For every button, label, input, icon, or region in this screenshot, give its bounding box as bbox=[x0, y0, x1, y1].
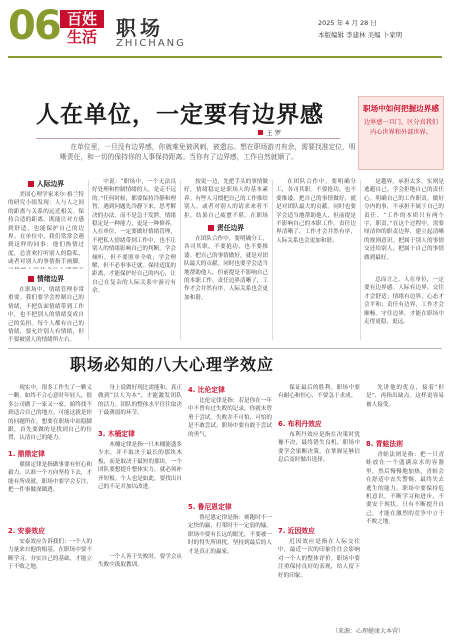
column-1b-text: 在职场中，情绪管理非常重要。我们要学会控制自己的情绪，不把负面情绪带到工作中，也不把别人的情绪变成自己的负担。每个人都有自己的情绪，要允许别人有情绪，但不要被别人的情绪所左右。 bbox=[8, 287, 84, 344]
lower-subhead-2: 2. 安泰效应 bbox=[8, 527, 45, 535]
lower-column-3b-text: 鲁尼恩定律是指：赛跑时不一定快的赢，打架时不一定弱的输。职场中要有长远的眼光，不要被一时的得失所困扰。坚持到最后的人才是真正的赢家。 bbox=[188, 515, 272, 555]
lower-column-2 bbox=[98, 384, 182, 613]
sidebar-box-title: 职场中如何把握边界感 bbox=[363, 104, 439, 113]
lower-column-4-text: 保证最后的胜利。职场中要有耐心和恒心，不要急于求成。 bbox=[278, 385, 360, 400]
column-4-text: 在团队合作中，要明确分工，各司其职。不要抢功，也不要推诿。把自己的事情做好，就是对团队最大的贡献。同时也要学会适当地帮助他人，但前提是不影响自己的本职工作。责任边界清晰了，工作才会井然有序，人际关系也会更加和谐。 bbox=[276, 179, 356, 244]
column-divider bbox=[88, 180, 89, 340]
lower-subhead-1: 1. 鼎鼎定律 bbox=[8, 450, 45, 458]
subhead-marker-icon bbox=[28, 276, 34, 282]
column-5 bbox=[364, 178, 444, 340]
column-3 bbox=[184, 178, 268, 343]
lower-column-1 bbox=[8, 384, 92, 598]
brand-logo bbox=[60, 10, 104, 46]
column-2-text: 中说：“职场中，一个无法良好处理和控制情绪的人，是走不远的。”任何时候，都要保持冷静和理智，遇到问题先冷静下来，思考解决的办法，而不是急于发泄。情绪稳定是一种能力，更是一种修养。人在单位，一定要做好情绪管理，不把私人情绪带到工作中，也不让别人的情绪影响自己的判断。学会倾听，但不要照单全收；学会理解，但不必事事迁就。保持适度的距离，才能保护好自己的内心，让自己在复杂的人际关系中游刃有余。 bbox=[92, 179, 176, 295]
lower-column-2b-text: 木桶定律是指一只木桶能盛多少水，并不取决于最长的那块木板，而是取决于最短的那块。一个团队要想提升整体实力，就必须补齐短板。个人也是如此，要找出自己的不足并加以改进。 bbox=[98, 442, 182, 491]
lower-subhead-6: 6. 布利丹效应 bbox=[278, 420, 322, 428]
lower-subhead-4: 4. 比伦定律 bbox=[188, 386, 225, 394]
page-number: 06 bbox=[8, 3, 60, 49]
column-5-text: 是越界。承担太多，实则是逃避自己。学会拒绝自己的责任心。明确自己的工作职责，做好分内的事，不承担不属于自己的责任。“工作的本质只有两个字，职责。”在这个过程中，需要厘清你的职责边界，建立起清晰的规则意识。把属于别人的事情交还给别人，把属于自己的事情做到最好。 bbox=[364, 179, 444, 261]
column-divider bbox=[272, 180, 273, 340]
section-title: 职场 bbox=[116, 16, 164, 40]
lower-column-5-text: 先讲他的优点，接着“但是”，再指出缺点。这样更容易被人接受。 bbox=[366, 385, 444, 408]
lower-column-1c-text: 安泰效应告诉我们：一个人的力量来自他的根基。在职场中要不断学习，夯实自己的基础，才能立于不败之地。 bbox=[8, 539, 92, 571]
subhead-marker-icon bbox=[208, 225, 214, 231]
editor-credits: 本版编辑 李建林 美编 卜家明 bbox=[318, 31, 403, 39]
brand-line-2: 生活 bbox=[66, 28, 97, 46]
subhead-responsibility: 责任边界 bbox=[184, 222, 268, 232]
sidebar-box bbox=[358, 96, 444, 170]
lower-column-4b-text: 布利丹效应是指在决策时犹豫不决，最终错失良机。职场中要学会果断决策，在掌握足够信息后及时做出选择。 bbox=[278, 432, 360, 464]
byline-marker-icon bbox=[258, 130, 263, 135]
lower-article-rule bbox=[8, 348, 442, 349]
column-3b-text: 在团队合作中，要明确分工，各司其职。不要抢功，也不要推诿。把自己的事情做好，就是对团队最大的贡献。同时也要学会适当地帮助他人，但前提是不影响自己的本职工作。责任边界清晰了，工作才会井然有序，人际关系也会更加和谐。 bbox=[184, 236, 268, 301]
issue-date: 2025 年 4 月 28 日 bbox=[318, 19, 377, 27]
lower-column-2-text: 身上说做好现比需能和，真正做到“以人为本”，才能激发团队的活力。团队的整体水平往往取决于最薄弱的环节。 bbox=[98, 385, 182, 417]
source-credit: （来源：心理健康大本营） bbox=[332, 628, 405, 635]
lower-column-5 bbox=[366, 384, 444, 621]
lower-column-4c-text: 近因效应是指在人际交往中，最近一次的印象往往会影响对一个人的整体评价。职场中要注重保持良好的表现，给人留下好的印象。 bbox=[278, 539, 360, 579]
subhead-marker-icon bbox=[28, 181, 34, 187]
section-title-en: ZHICHANG bbox=[116, 38, 186, 49]
lower-column-1b-text: 鼎鼎定律是指做事要有恒心和毅力，认准一个方向坚持下去，才能有所成就。职场中要学会专注，把一件事做深做透。 bbox=[8, 462, 92, 494]
subhead-interpersonal: 人际边界 bbox=[8, 178, 84, 188]
lower-column-3-text: 比伦定律是指：若是你在一年中不曾有过失败的记录，你就未曾勇于尝试。失败并不可怕，可怕的是不敢尝试。职场中要有敢于尝试的勇气。 bbox=[188, 398, 272, 438]
dek-rule bbox=[36, 138, 340, 139]
column-divider bbox=[360, 180, 361, 340]
masthead-rule bbox=[8, 56, 442, 58]
lower-subhead-7: 7. 近因效应 bbox=[278, 527, 315, 535]
column-1-text: 美国心理学家米尔·格兰特的研究小组发现：人与人之间的距离与关系的远近相关。保持合适的距离，既能让对方感到舒适，也能保护自己的边界。在单位中，我们常常会遇到这样的同事：他们热情过度，总喜欢打听别人的隐私，或者对别人的事情指手画脚。 bbox=[8, 192, 84, 266]
lower-subhead-5: 5. 鲁尼恩定律 bbox=[188, 503, 232, 511]
lower-column-2c-text: 一个人善于失败时，要学会从失败中汲取教训。 bbox=[98, 554, 182, 569]
column-5b-text: 总而言之，人在单位，一定要有边界感。人际有边界，交往才会舒适；情绪有边界，心态才会平和；责任有边界，工作才会顺畅。守住边界，才能在职场中走得更稳、更远。 bbox=[364, 277, 444, 326]
lower-subhead-8: 8. 青蛙法则 bbox=[366, 440, 403, 448]
lower-column-5b-text: 青蛙法则是指：把一只青蛙放在一个盛满凉水的容器里，然后慢慢地加热，青蛙会在舒适中丧失警惕，最终失去逃生的能力。职场中要保持危机意识，不断学习和进步，不要安于现状。只有不断提升自己，才能在激烈的竞争中立于不败之地。 bbox=[366, 452, 444, 526]
top-byline bbox=[258, 128, 281, 137]
sidebar-box-body: 边界感一旦门，区分真我们内心世界和外部世界。 bbox=[363, 119, 439, 136]
lower-column-1-text: 现实中，很多工作失了一颗义一颗，如终不合心意时年轻人，很多公司做了一家又一家，始终找不到适合自己的地方。可能这就是你的问题所在。想要在职场中站稳脚跟，首先要做的是找到自己的位置，认清自己的能力。 bbox=[8, 385, 92, 442]
lower-subhead-3: 3. 木桶定律 bbox=[98, 430, 135, 438]
byline-author: 王 罗 bbox=[266, 129, 282, 137]
column-1 bbox=[8, 178, 84, 346]
lower-column-3 bbox=[188, 384, 272, 614]
column-divider bbox=[180, 180, 181, 340]
brand-line-1: 百姓 bbox=[60, 10, 104, 28]
top-headline: 人在单位，一定要有边界感 bbox=[36, 101, 324, 128]
top-dek: 在单位里，一旦没有边界感，你就难免被讽刺，被遗忘。想在职场游刃有余，需要找准定位，明晰责任，和一切的保持你的人事保持距离。当你有了边界感，工作自然就顺了。 bbox=[60, 143, 356, 161]
column-3-text: 按说一边，先把手头的事情做好，情绪稳定是职场人的基本素养。有些人习惯把自己的工作推给别人，或者对别人的请求来者不拒，结果自己疲惫不堪。在职场 bbox=[184, 179, 268, 218]
lower-headline: 职场必知的八大心理学效应 bbox=[70, 355, 275, 374]
subhead-emotion: 情绪边界 bbox=[8, 273, 84, 283]
lower-column-4 bbox=[278, 384, 360, 612]
